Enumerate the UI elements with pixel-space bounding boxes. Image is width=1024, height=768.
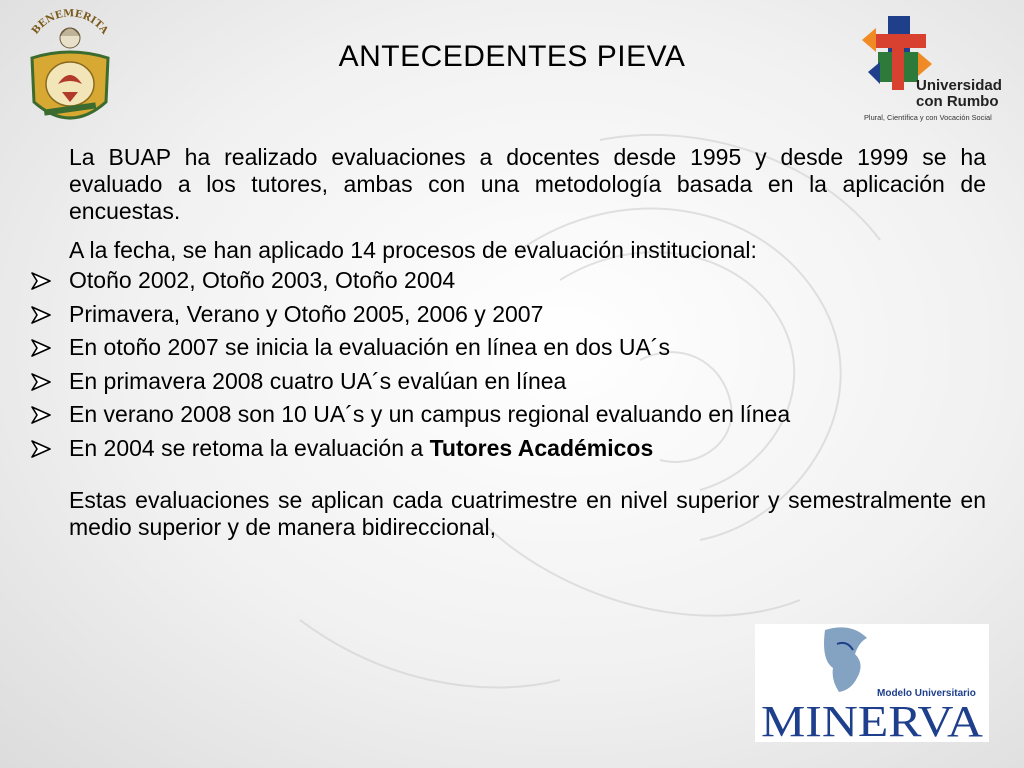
paragraph-frequency: Estas evaluaciones se aplican cada cuatrimestre en nivel superior y semestralmente en medio superior y de manera bidireccional, [69, 487, 986, 540]
evaluation-list [22, 264, 986, 465]
minerva-logo [755, 624, 989, 742]
list-item: Primavera, Verano y Otoño 2005, 2006 y 2007 [22, 298, 986, 332]
list-item: Otoño 2002, Otoño 2003, Otoño 2004 [22, 264, 986, 298]
arrow-bullet-icon [30, 272, 52, 290]
rumbo-tagline: Plural, Científica y con Vocación Social [864, 113, 992, 122]
list-item: En 2004 se retoma la evaluación a Tutores Académicos [22, 432, 986, 466]
paragraph-processes: A la fecha, se han aplicado 14 procesos de evaluación institucional: [69, 237, 757, 263]
slide-body [22, 144, 986, 541]
list-item: En primavera 2008 cuatro UA´s evalúan en línea [22, 365, 986, 399]
arrow-bullet-icon [30, 306, 52, 324]
arrow-bullet-icon [30, 406, 52, 424]
arrow-bullet-icon [30, 339, 52, 357]
buap-top-text: BENEMERITA [30, 8, 110, 37]
list-item: En otoño 2007 se inicia la evaluación en línea en dos UA´s [22, 331, 986, 365]
arrow-bullet-icon [30, 373, 52, 391]
paragraph-history: La BUAP ha realizado evaluaciones a docentes desde 1995 y desde 1999 se ha evaluado a los tutores, ambas con una metodología basada en la aplicación de encuestas. [69, 144, 986, 224]
rumbo-line1: Universidad [916, 77, 1002, 94]
arrow-bullet-icon [30, 440, 52, 458]
list-item: En verano 2008 son 10 UA´s y un campus regional evaluando en línea [22, 398, 986, 432]
tutores-academicos-bold: Tutores Académicos [429, 434, 654, 461]
minerva-name: MINERVA [761, 697, 984, 742]
minerva-label: Modelo Universitario [877, 688, 976, 699]
rumbo-line2: con Rumbo [916, 93, 999, 110]
slide-title: ANTECEDENTES PIEVA [338, 40, 686, 73]
